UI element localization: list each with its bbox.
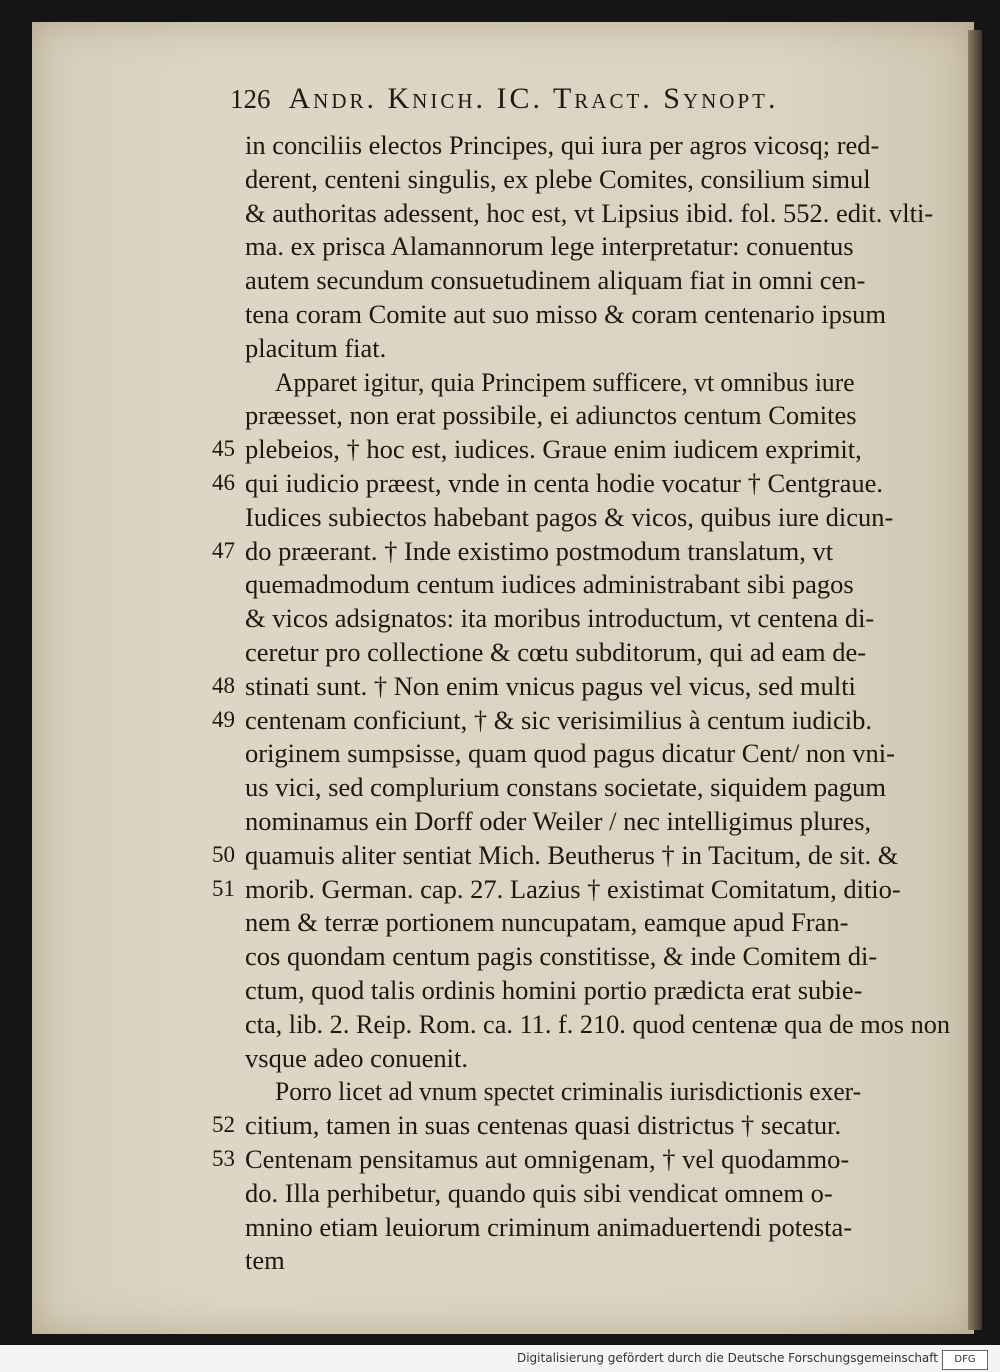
page-edge xyxy=(968,30,982,1330)
text-line: tena coram Comite aut suo misso & coram centenario ipsum xyxy=(245,299,886,329)
text-line: placitum fiat. xyxy=(245,332,387,363)
running-head: Andr. Knich. IC. Tract. Synopt. xyxy=(288,82,779,115)
margin-number: 48 xyxy=(212,672,235,698)
margin-number: 50 xyxy=(212,841,235,867)
text-line: us vici, sed complurium constans societate, siquidem pagum xyxy=(245,772,887,803)
text-line: citium, tamen in suas centenas quasi districtus † secatur. xyxy=(245,1110,842,1141)
margin-number: 53 xyxy=(212,1146,235,1171)
text-line: & authoritas adessent, hoc est, vt Lipsius ibid. fol. 552. edit. vlti- xyxy=(245,197,934,228)
text-line: do. Illa perhibetur, quando quis sibi vendicat omnem o- xyxy=(245,1177,833,1208)
text-line: mnino etiam leuiorum criminum animaduertendi potesta- xyxy=(245,1211,853,1242)
text-line: nem & terræ portionem nuncupatam, eamque apud Fran- xyxy=(245,907,849,938)
margin-number: 47 xyxy=(212,537,235,563)
text-line: nominamus ein Dorff oder Weiler / nec intelligimus plures, xyxy=(245,806,872,836)
text-line: do præerant. † Inde existimo postmodum translatum, vt xyxy=(245,535,834,566)
text-line: cta, lib. 2. Reip. Rom. ca. 11. f. 210. quod centenæ qua de mos non xyxy=(245,1008,951,1039)
text-line: Porro licet ad vnum spectet criminalis iurisdictionis exer- xyxy=(275,1076,862,1107)
text-line: originem sumpsisse, quam quod pagus dicatur Cent/ non vni- xyxy=(245,738,895,769)
text-line: & vicos adsignatos: ita moribus introductum, vt centena di- xyxy=(245,603,875,634)
text-line: quemadmodum centum iudices administrabant sibi pagos xyxy=(245,569,854,600)
margin-number: 52 xyxy=(212,1112,235,1138)
dfg-logo-icon: DFG xyxy=(942,1350,988,1370)
text-line: autem secundum consuetudinem aliquam fiat in omni cen- xyxy=(245,265,866,296)
text-line: ceretur pro collectione & cœtu subditorum, qui ad eam de- xyxy=(245,637,867,667)
text-line: plebeios, † hoc est, iudices. Graue enim iudicem exprimit, xyxy=(245,434,862,465)
page-header xyxy=(230,82,950,122)
digitization-credit: Digitalisierung gefördert durch die Deutsche Forschungsgemeinschaft xyxy=(516,1351,938,1365)
text-line: tem xyxy=(245,1245,285,1276)
text-line: Iudices subiectos habebant pagos & vicos, quibus iure dicun- xyxy=(245,501,894,532)
text-line: morib. German. cap. 27. Lazius † existimat Comitatum, ditio- xyxy=(245,873,901,904)
text-line: Centenam pensitamus aut omnigenam, † vel quodammo- xyxy=(245,1144,850,1174)
text-line: derent, centeni singulis, ex plebe Comites, consilium simul xyxy=(245,163,871,194)
text-line: stinati sunt. † Non enim vnicus pagus vel vicus, sed multi xyxy=(245,670,856,701)
text-line: ma. ex prisca Alamannorum lege interpretatur: conuentus xyxy=(245,231,854,262)
margin-number: 45 xyxy=(212,436,235,462)
page-number: 126 xyxy=(230,84,271,114)
text-line: præesset, non erat possibile, ei adiunctos centum Comites xyxy=(245,400,857,431)
margin-number: 51 xyxy=(212,875,235,901)
text-line: in conciliis electos Principes, qui iura per agros vicosq; red- xyxy=(245,130,880,160)
margin-number: 49 xyxy=(212,706,235,732)
text-line: Apparet igitur, quia Principem sufficere, vt omnibus iure xyxy=(275,366,855,397)
text-line: ctum, quod talis ordinis homini portio prædicta erat subie- xyxy=(245,975,863,1005)
text-line: centenam conficiunt, † & sic verisimilius à centum iudicib. xyxy=(245,704,873,735)
text-line: qui iudicio præest, vnde in centa hodie vocatur † Centgraue. xyxy=(245,468,884,498)
margin-number: 46 xyxy=(212,470,235,495)
text-line: cos quondam centum pagis constitisse, & inde Comitem di- xyxy=(245,941,878,972)
text-line: vsque adeo conuenit. xyxy=(245,1042,468,1073)
text-line: quamuis aliter sentiat Mich. Beutherus † in Tacitum, de sit. & xyxy=(245,839,899,870)
